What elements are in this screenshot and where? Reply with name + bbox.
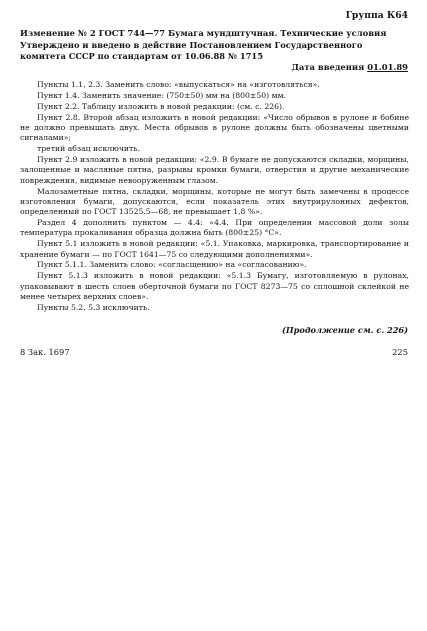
amendment-body <box>20 80 409 314</box>
paragraph: Пункт 2.9 изложить в новой редакции: «2.9. В бумаге не допускаются складки, морщины, залощенные и масляные пятна, разрывы кромки бумаги, отверстия и другие механические повреждения, видимые невооруженным глазом. <box>20 155 409 185</box>
date-value: 01.01.89 <box>367 62 408 72</box>
continuation-note: (Продолжение см. с. 226) <box>282 325 408 335</box>
introduction-date <box>291 62 408 72</box>
paragraph: Пункт 5.1.3 изложить в новой редакции: «5.1.3 Бумагу, изготовляемую в рулонах, упаковывают в шесть слоев оберточной бумаги по ГОСТ 8273—75 со сплошной склейкой не менее четырех верхних слоев». <box>20 271 409 301</box>
group-code: Группа К64 <box>345 10 408 21</box>
paragraph: Пункт 5.1 изложить в новой редакции: «5.1. Упаковка, маркировка, транспортирование и хранение бумаги — по ГОСТ 1641—75 со следующими дополнениями». <box>20 239 409 259</box>
paragraph: Пункт 2.8. Второй абзац изложить в новой редакции: «Число обрывов в рулоне и бобине не должно превышать двух. Места обрывов в рулоне должны быть обозначены цветными сигналами»; <box>20 112 409 143</box>
paragraph: Пункты 5.2, 5.3 исключить. <box>37 302 150 312</box>
paragraph: Малозаметные пятна, складки, морщины, которые не могут быть замечены в процессе изготовления бумаги, допускаются, если показатель этих внутрирулонных дефектов, определенный по ГОСТ 13525.5—68, не превышает 1,8 %». <box>20 186 409 217</box>
approval-statement: Утверждено и введено в действие Постановлением Государственного комитета СССР по стандартам от 10.06.88 № 1715 <box>20 40 363 61</box>
paragraph: Пункт 1.4. Заменить значение: (750±50) мм на (800±50) мм. <box>37 90 286 100</box>
paragraph: Пункт 2.2. Таблицу изложить в новой редакции: (см. с. 226). <box>37 101 285 111</box>
page-number: 225 <box>392 347 408 357</box>
paragraph: Пункты 1.1, 2.3. Заменить слово: «выпускаться» на «изготовляться». <box>37 80 320 89</box>
paragraph: Раздел 4 дополнить пунктом — 4.4: «4.4. При определении массовой доли золы температура прокаливания образца должна быть (800±25) °С». <box>20 218 409 238</box>
paragraph: третий абзац исключить. <box>37 144 140 154</box>
order-number: 8 Зак. 1697 <box>20 347 70 357</box>
date-label: Дата введения <box>291 62 365 72</box>
amendment-headline: Изменение № 2 ГОСТ 744—77 Бумага мундштучная. Технические условия <box>20 28 387 38</box>
paragraph: Пункт 5.1.1. Заменить слово: «согласщению» на «согласованию». <box>37 260 307 270</box>
